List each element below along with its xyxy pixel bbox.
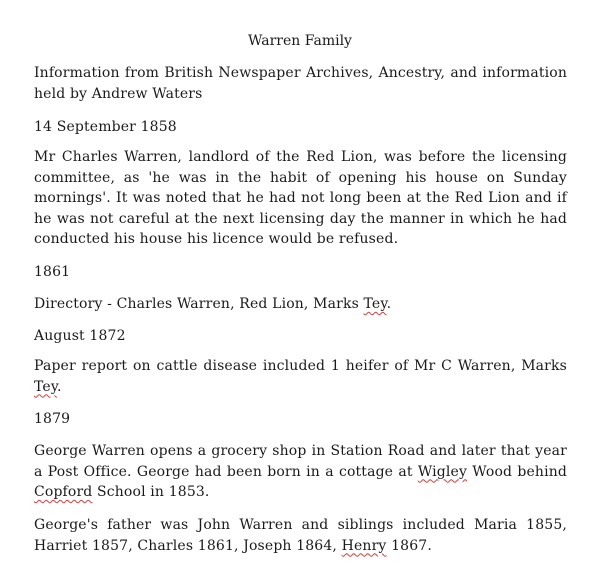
spellcheck-word: Henry — [341, 537, 387, 554]
entry-date-1861: 1861 — [34, 264, 71, 280]
entry-text-1861: Directory - Charles Warren, Red Lion, Marks Tey. — [34, 296, 392, 312]
entry-text-1872: Paper report on cattle disease included 1 heifer of Mr C Warren, Marks Tey. — [34, 358, 567, 395]
entry-date-1879: 1879 — [34, 411, 71, 427]
entry-text-1858: Mr Charles Warren, landlord of the Red Lion, was before the licensing committee, as 'he was in the habit of opening his house on Sunday mornings'. It was noted that he had not long been at the Red Lion and if he was not careful at the next licensing day the manner in which he had conducted his house his licence would be refused. — [34, 149, 567, 247]
spellcheck-word: Tey — [363, 296, 387, 312]
entry-date-1872: August 1872 — [34, 328, 126, 344]
spellcheck-word: Wigley — [417, 463, 468, 480]
entry-date-1858: 14 September 1858 — [34, 119, 177, 135]
entry-text-1879: George Warren opens a grocery shop in Station Road and later that year a Post Office. George had been born in a cottage at Wigley Wood behind Copford School in 1853. — [34, 443, 567, 500]
document-title: Warren Family — [248, 33, 352, 49]
intro-paragraph: Information from British Newspaper Archives, Ancestry, and information held by Andrew Waters — [34, 65, 567, 102]
spellcheck-word: Copford — [34, 484, 93, 500]
closing-paragraph: George's father was John Warren and siblings included Maria 1855, Harriet 1857, Charles 1861, Joseph 1864, Henry 1867. — [34, 517, 567, 554]
spellcheck-word: Tey — [34, 378, 58, 395]
